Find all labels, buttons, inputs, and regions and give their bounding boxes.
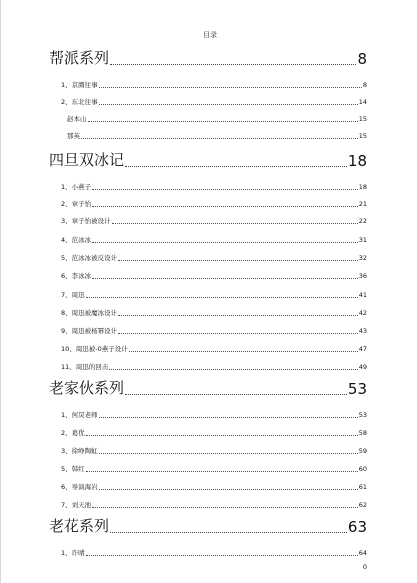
dot-leader — [92, 507, 358, 508]
toc-page-number: 14 — [358, 98, 367, 106]
toc-page-number: 22 — [358, 217, 367, 225]
toc-item[interactable] — [61, 271, 367, 280]
dot-leader — [112, 223, 358, 224]
dot-leader — [92, 242, 358, 243]
toc-label: 老花系列 — [49, 517, 110, 535]
toc-item[interactable] — [61, 362, 367, 371]
dot-leader — [92, 278, 358, 279]
toc-label: 2、章子怡 — [61, 200, 92, 208]
toc-label: 8、周迅被魔冰设计 — [61, 309, 118, 317]
toc-page-number: 21 — [358, 200, 367, 208]
toc-item[interactable] — [67, 114, 367, 123]
toc-label: 2、葛优 — [61, 429, 85, 437]
toc-page-number: 15 — [358, 115, 367, 123]
dot-leader — [99, 489, 358, 490]
toc-label: 4、范冰冰 — [61, 236, 92, 244]
toc-page-number: 18 — [358, 183, 367, 191]
toc-label: 帮派系列 — [49, 49, 110, 67]
toc-item[interactable] — [61, 326, 367, 335]
toc-label: 7、周迅 — [61, 291, 85, 299]
dot-leader — [118, 333, 358, 334]
toc-label: 5、韩红 — [61, 465, 85, 473]
dot-leader — [92, 189, 358, 190]
dot-leader — [99, 104, 358, 105]
toc-item[interactable] — [61, 182, 367, 191]
toc-section[interactable] — [49, 48, 367, 68]
toc-section[interactable] — [49, 150, 367, 170]
toc-page-number: 36 — [358, 272, 367, 280]
toc-page-number: 47 — [358, 345, 367, 353]
dot-leader — [86, 555, 358, 556]
toc-label: 1、小燕子 — [61, 183, 92, 191]
toc-item[interactable] — [61, 80, 367, 89]
dot-leader — [86, 297, 358, 298]
toc-item[interactable] — [61, 216, 367, 225]
dot-leader — [118, 260, 358, 261]
toc-label: 11、周迅的回击 — [61, 363, 109, 371]
toc-item[interactable] — [61, 500, 367, 509]
toc-label: 1、何炅老师 — [61, 411, 98, 419]
footer-page-number: 0 — [362, 563, 367, 571]
toc-page-number: 18 — [347, 152, 367, 170]
dot-leader — [86, 435, 358, 436]
dot-leader — [110, 64, 356, 65]
toc-page-number: 53 — [347, 380, 367, 398]
dot-leader — [86, 471, 358, 472]
page-title: 目录 — [203, 31, 217, 39]
toc-section[interactable] — [49, 516, 367, 536]
toc-item[interactable] — [61, 235, 367, 244]
toc-page-number: 63 — [347, 518, 367, 536]
dot-leader — [125, 394, 347, 395]
dot-leader — [125, 166, 347, 167]
toc-page-number: 41 — [358, 291, 367, 299]
toc-item[interactable] — [61, 344, 367, 353]
toc-section[interactable] — [49, 378, 367, 398]
toc-label: 3、章子怡被设计 — [61, 217, 111, 225]
toc-label: 3、徐峥陶虹 — [61, 447, 98, 455]
toc-label: 赵本山 — [67, 115, 87, 123]
dot-leader — [99, 417, 358, 418]
toc-label: 1、许晴 — [61, 549, 85, 557]
toc-item[interactable] — [61, 199, 367, 208]
toc-page-number: 8 — [362, 81, 367, 89]
toc-label: 2、东北往事 — [61, 98, 98, 106]
toc-item[interactable] — [67, 131, 367, 140]
toc-label: 10、周迅被-0燕子设计 — [61, 345, 128, 353]
dot-leader — [81, 138, 358, 139]
toc-page-number: 59 — [358, 447, 367, 455]
toc-page-number: 8 — [357, 50, 367, 68]
toc-page-number: 42 — [358, 309, 367, 317]
toc-item[interactable] — [61, 548, 367, 557]
toc-label: 6、李冰冰 — [61, 272, 92, 280]
toc-item[interactable] — [61, 410, 367, 419]
toc-label: 6、导演海岩 — [61, 483, 98, 491]
toc-item[interactable] — [61, 446, 367, 455]
toc-item[interactable] — [61, 253, 367, 262]
toc-item[interactable] — [61, 464, 367, 473]
dot-leader — [118, 315, 358, 316]
toc-label: 1、京圈往事 — [61, 81, 98, 89]
toc-page-number: 58 — [358, 429, 367, 437]
toc-label: 四旦双冰记 — [49, 151, 125, 169]
toc-label: 那英 — [67, 132, 80, 140]
toc-item[interactable] — [61, 482, 367, 491]
toc-label: 老家伙系列 — [49, 379, 125, 397]
dot-leader — [99, 87, 362, 88]
dot-leader — [109, 369, 357, 370]
toc-item[interactable] — [61, 290, 367, 299]
dot-leader — [110, 532, 347, 533]
toc-label: 5、范冰冰被反设计 — [61, 254, 118, 262]
toc-page-number: 31 — [358, 236, 367, 244]
dot-leader — [92, 206, 358, 207]
toc-page-number: 53 — [358, 411, 367, 419]
toc-item[interactable] — [61, 97, 367, 106]
dot-leader — [129, 351, 358, 352]
toc-label: 9、周迅被杨幂设计 — [61, 327, 118, 335]
toc-page-number: 15 — [358, 132, 367, 140]
dot-leader — [99, 453, 358, 454]
toc-page-number: 61 — [358, 483, 367, 491]
toc-page-number: 62 — [358, 501, 367, 509]
toc-item[interactable] — [61, 428, 367, 437]
dot-leader — [88, 121, 358, 122]
toc-page-number: 64 — [358, 549, 367, 557]
toc-label: 7、刘天池 — [61, 501, 92, 509]
toc-item[interactable] — [61, 308, 367, 317]
toc-page-number: 43 — [358, 327, 367, 335]
toc-page-number: 49 — [358, 363, 367, 371]
toc-page-number: 60 — [358, 465, 367, 473]
toc-page-number: 32 — [358, 254, 367, 262]
